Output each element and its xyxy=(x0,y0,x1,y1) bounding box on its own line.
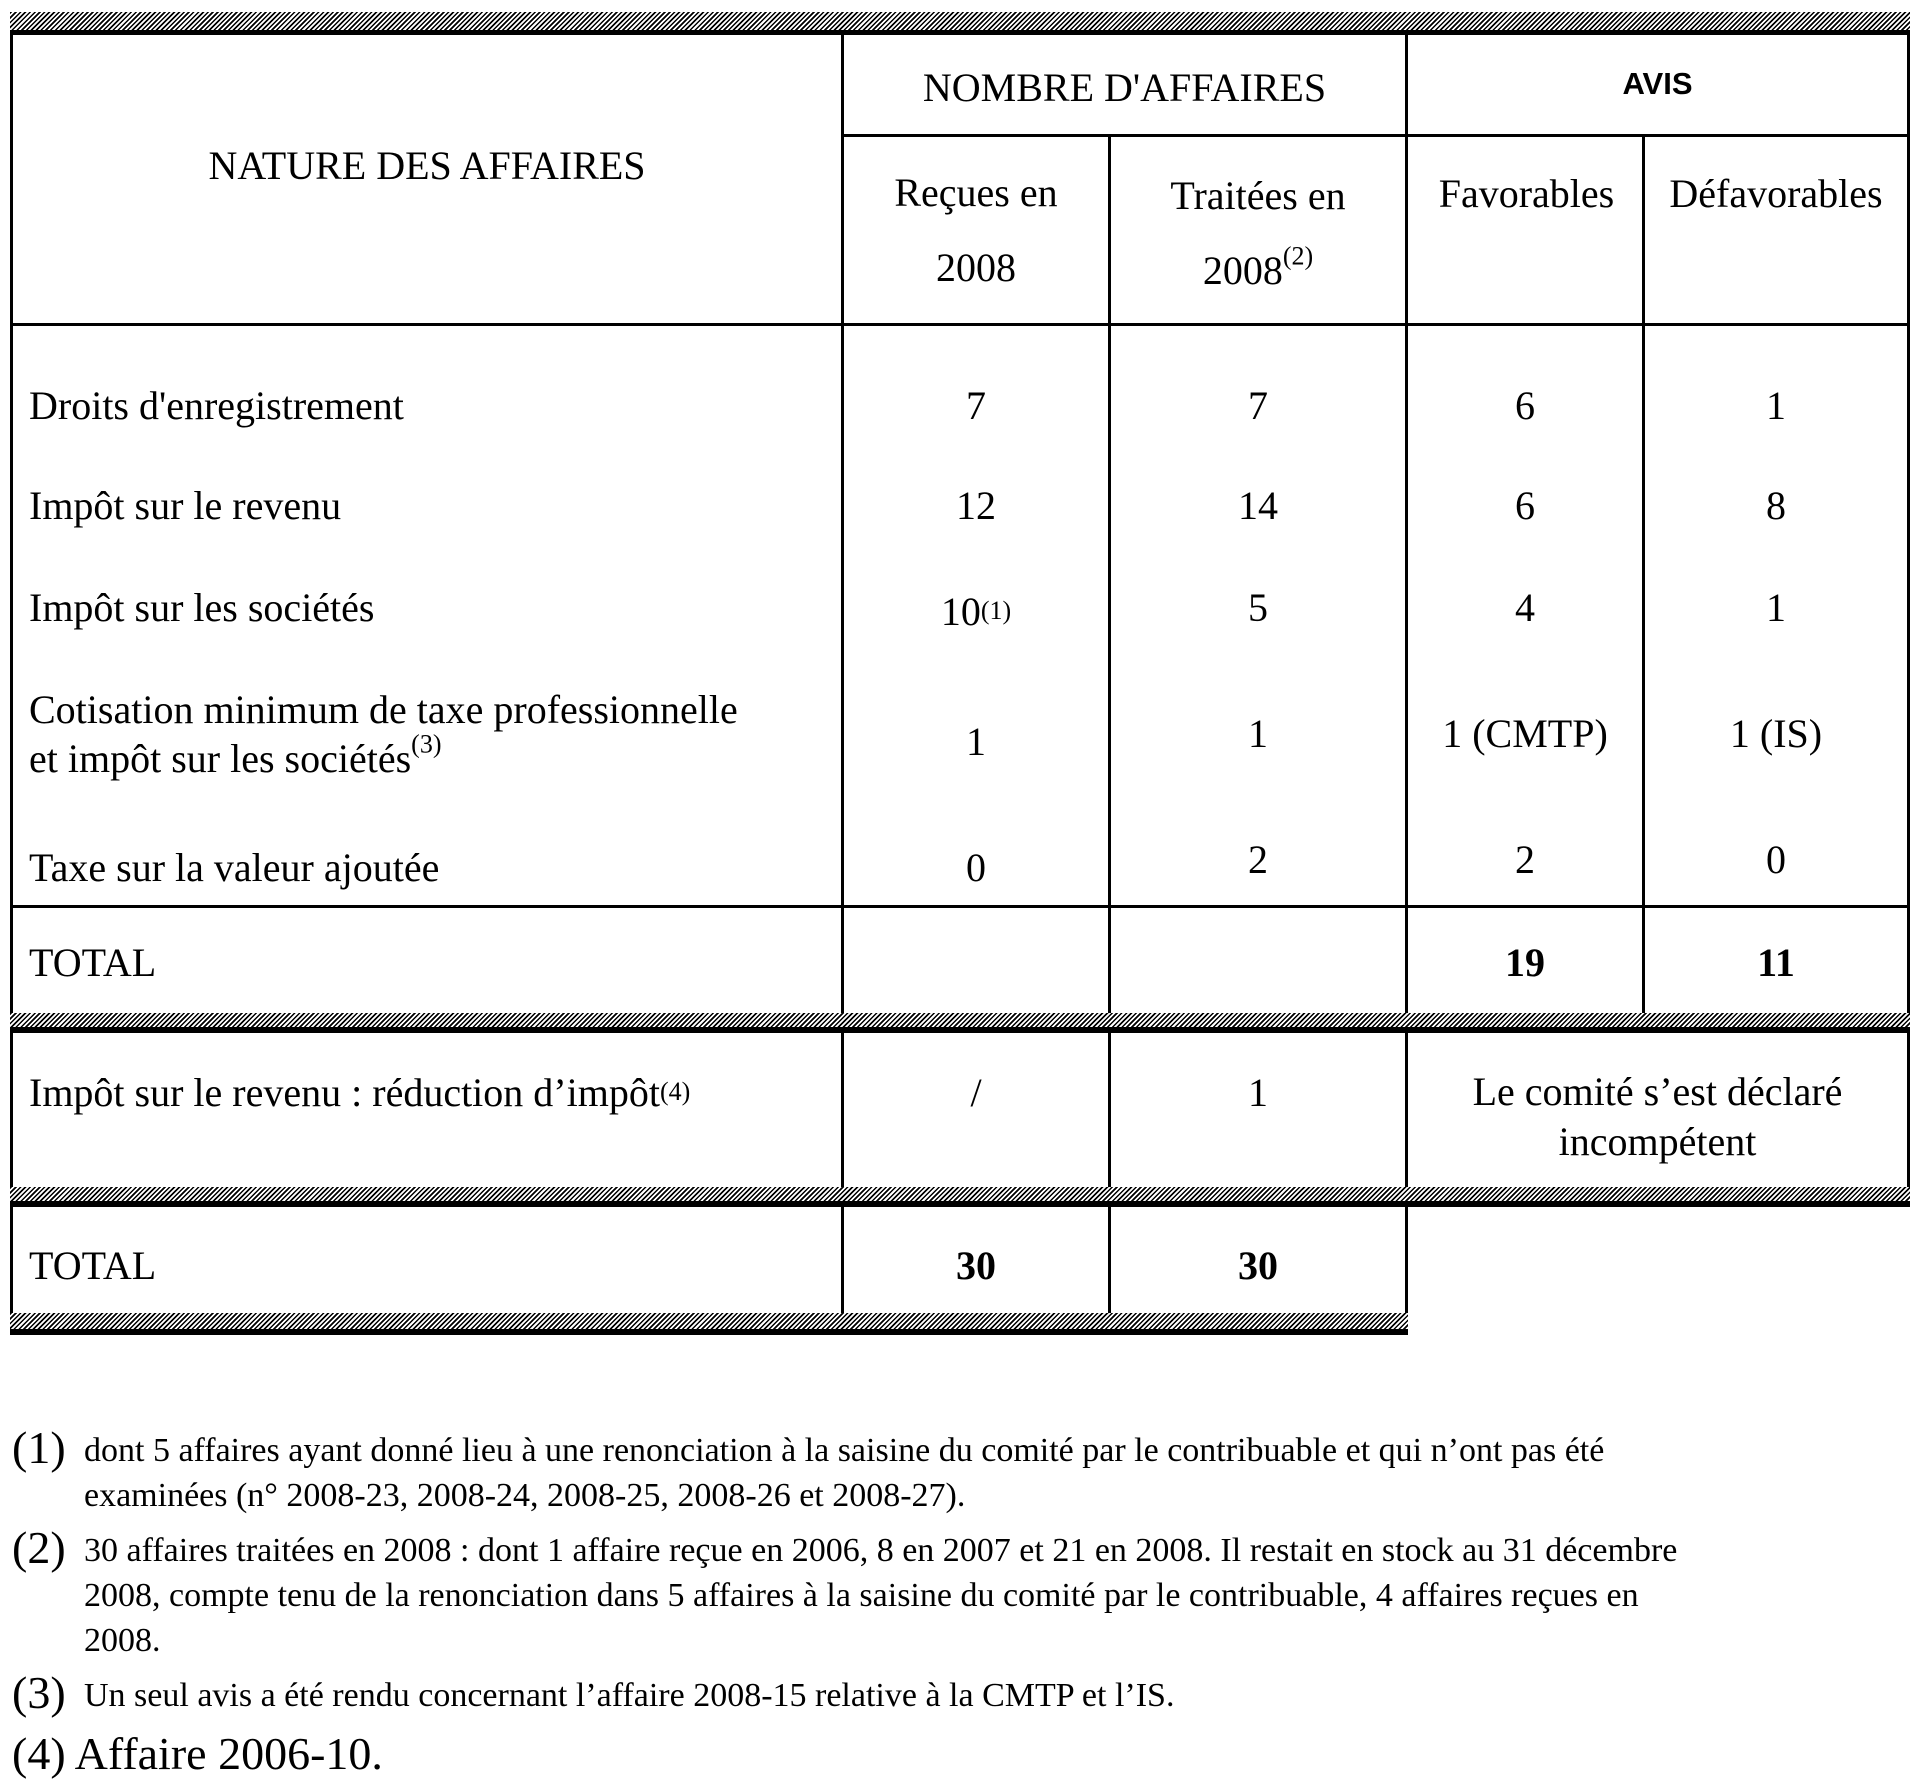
footnote-3: (3) Un seul avis a été rendu concernant l’affaire 2008-15 relative à la CMTP et l’IS. xyxy=(12,1667,1175,1718)
row-favorables: 4 xyxy=(1515,584,1535,630)
row-traitees: 2 xyxy=(1248,836,1268,882)
row-defavorables: 1 xyxy=(1766,382,1786,428)
row-defavorables: 8 xyxy=(1766,482,1786,528)
header-defavorables: Défavorables xyxy=(1669,170,1883,216)
row-favorables: 1 (CMTP) xyxy=(1442,710,1608,756)
row-recues: 10 (1) xyxy=(940,588,1012,634)
footnote-number: (4) xyxy=(12,1728,66,1779)
header-traitees: Traitées en 2008$^{(2)}$ xyxy=(1170,172,1346,293)
header-bottom-line xyxy=(10,323,1910,326)
footnote-4: (4) Affaire 2006-10. xyxy=(12,1728,383,1779)
special-traitees: 1 xyxy=(1248,1069,1268,1115)
row-label: Cotisation minimum de taxe professionnelle et impôt sur les sociétés$^{(3)}$ xyxy=(29,687,738,781)
bottom-hatched-border xyxy=(10,1313,1408,1329)
row-defavorables: 1 xyxy=(1766,584,1786,630)
row-favorables: 6 xyxy=(1515,482,1535,528)
footnote-number: (1) xyxy=(12,1422,66,1473)
row-label: Taxe sur la valeur ajoutée xyxy=(29,844,440,890)
header-split-line xyxy=(841,134,1910,137)
row-label: Droits d'enregistrement xyxy=(29,382,404,428)
row-recues: 1 xyxy=(966,718,986,764)
footnote-ref-2: (2) xyxy=(1282,241,1314,270)
header-nombre: NOMBRE D'AFFAIRES xyxy=(922,65,1327,110)
total-favorables: 19 xyxy=(1505,939,1545,985)
grand-total-recues: 30 xyxy=(956,1242,996,1288)
right-border-2 xyxy=(1907,1033,1910,1188)
right-border xyxy=(1907,34,1910,1017)
special-label: Impôt sur le revenu : réduction d’impôt (4) xyxy=(29,1069,691,1115)
row-traitees: 14 xyxy=(1238,482,1278,528)
top-solid-border xyxy=(10,30,1910,35)
footnote-number: (2) xyxy=(12,1522,66,1573)
total-defavorables: 11 xyxy=(1757,939,1795,985)
row-defavorables: 0 xyxy=(1766,836,1786,882)
grand-total-label: TOTAL xyxy=(29,1242,157,1288)
grand-total-traitees: 30 xyxy=(1238,1242,1278,1288)
total-label: TOTAL xyxy=(29,939,157,985)
mid-solid-border-2 xyxy=(10,1201,1910,1207)
special-recues: / xyxy=(970,1069,982,1115)
row-label: Impôt sur les sociétés xyxy=(29,584,375,630)
footnote-ref-3: (3) xyxy=(411,729,442,759)
row-traitees: 5 xyxy=(1248,584,1268,630)
footnotes xyxy=(12,1422,1892,1790)
header-favorables: Favorables xyxy=(1438,170,1615,216)
header-nature: NATURE DES AFFAIRES xyxy=(208,142,646,188)
top-hatched-border xyxy=(10,12,1910,30)
header-avis: AVIS xyxy=(1622,65,1693,101)
col-divider-traitees-3 xyxy=(1405,1207,1408,1315)
special-avis: Le comité s’est déclaré incompétent xyxy=(1472,1069,1843,1164)
header-recues: Reçues en 2008 xyxy=(894,170,1058,290)
row-defavorables: 1 (IS) xyxy=(1729,710,1823,756)
row-traitees: 7 xyxy=(1248,382,1268,428)
bottom-solid-border xyxy=(10,1329,1408,1335)
mid-hatched-border-2 xyxy=(10,1187,1910,1201)
row-recues: 0 xyxy=(966,844,986,890)
mid-solid-border-1 xyxy=(10,1027,1910,1033)
row-label: Impôt sur le revenu xyxy=(29,482,342,528)
footnote-1: (1) dont 5 affaires ayant donné lieu à une renonciation à la saisine du comité par le contribuable et qui n’ont pas été examinées (n° 2008-23, 2008-24, 2008-25, 2008-26 et 2008-27). xyxy=(12,1422,1605,1514)
footnote-2: (2) 30 affaires traitées en 2008 : dont 1 affaire reçue en 2006, 8 en 2007 et 21 en 2008. Il restait en stock au 31 décembre 2008, compte tenu de la renonciation dans 5 affaires à la saisine du comité par le contribuable, 4 affaires reçues en 2008. xyxy=(12,1522,1678,1659)
total-top-line xyxy=(10,905,1910,908)
row-favorables: 6 xyxy=(1515,382,1535,428)
footnote-number: (3) xyxy=(12,1667,66,1718)
row-traitees: 1 xyxy=(1248,710,1268,756)
col-divider-favorables xyxy=(1642,137,1645,1017)
mid-hatched-border-1 xyxy=(10,1013,1910,1027)
row-recues: 7 xyxy=(966,382,986,428)
row-favorables: 2 xyxy=(1515,836,1535,882)
row-recues: 12 xyxy=(956,482,996,528)
